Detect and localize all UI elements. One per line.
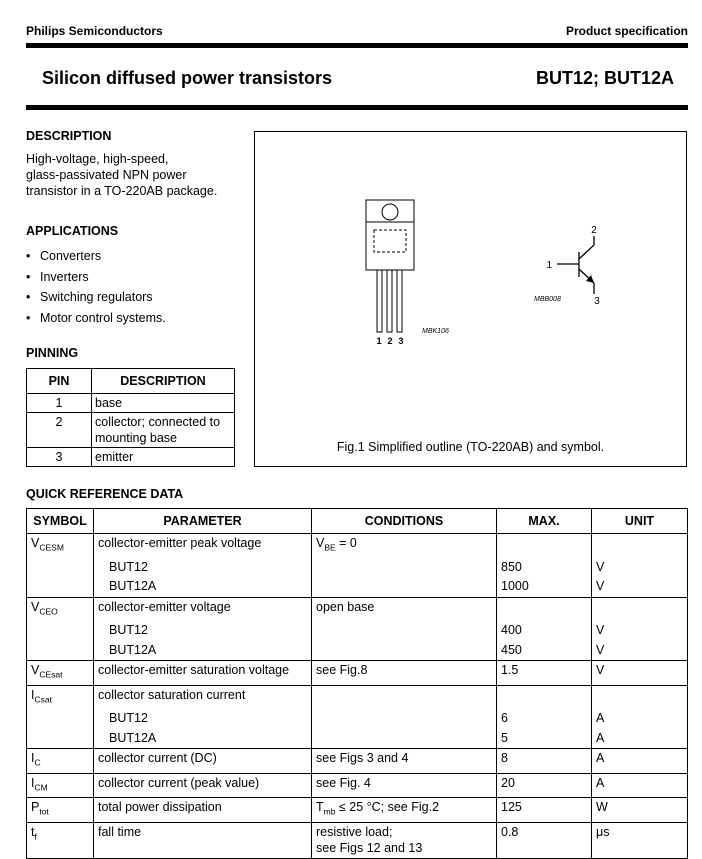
symbol-col-header: SYMBOL [27, 509, 94, 534]
pinning-heading: PINNING [26, 346, 79, 360]
conditions-col-header: CONDITIONS [312, 509, 497, 534]
table-row: 2 collector; connected to mounting base [27, 413, 235, 448]
table-row: $t_f$ fall time resistive load; see Figs 12 and 13 0.8 μs [27, 822, 688, 858]
part-number: BUT12; BUT12A [535, 68, 674, 88]
pin-col-header: PIN [27, 369, 92, 394]
sym-code: MBB008 [534, 296, 561, 303]
sym-pin-emitter: 3 [594, 296, 600, 307]
qrd-table [26, 508, 688, 859]
pkg-code: MBK106 [422, 328, 449, 335]
description-text [26, 151, 236, 199]
sym-pin-base: 1 [546, 260, 552, 271]
company-name: Philips Semiconductors [26, 24, 163, 38]
table-row: 3 emitter [27, 448, 235, 467]
table-row: BUT12 400 V [27, 621, 688, 641]
table-row: $V_{CESM}$ collector-emitter peak voltage $V_{BE} = 0$ [27, 534, 688, 558]
qrd-heading: QUICK REFERENCE DATA [26, 487, 184, 501]
table-row: $V_{CEO}$ collector-emitter voltage open base [27, 597, 688, 621]
top-rule [26, 43, 688, 48]
desc-col-header: DESCRIPTION [92, 369, 235, 394]
table-row: $I_{Csat}$ collector saturation current [27, 685, 688, 709]
transistor-symbol [557, 236, 594, 294]
package-outline [366, 200, 414, 332]
pkg-pin-label: 2 [387, 336, 393, 346]
doc-type: Product specification [565, 24, 688, 38]
parameter-col-header: PARAMETER [94, 509, 312, 534]
list-item: • Switching regulators [26, 290, 153, 304]
page-title: Silicon diffused power transistors [42, 68, 333, 88]
title-rule [26, 105, 688, 110]
table-row: BUT12 850 V [27, 558, 688, 578]
pkg-pin-label: 1 [376, 336, 382, 346]
applications-heading: APPLICATIONS [26, 224, 119, 238]
table-row: BUT12A 450 V [27, 641, 688, 661]
table-row: 1 base [27, 394, 235, 413]
table-header-row [27, 509, 688, 534]
pinning-table [26, 368, 235, 467]
table-row: BUT12A 1000 V [27, 577, 688, 597]
table-row: $V_{CEsat}$ collector-emitter saturation voltage see Fig.8 1.5 V [27, 661, 688, 686]
pkg-pin-label: 3 [398, 336, 404, 346]
table-row: BUT12 6 A [27, 709, 688, 729]
applications-list [26, 246, 166, 328]
table-row: $I_C$ collector current (DC) see Figs 3 and 4 8 A [27, 749, 688, 774]
figure-drawing [255, 132, 686, 432]
description-line: transistor in a TO-220AB package. [26, 184, 218, 198]
list-item: • Inverters [26, 269, 89, 284]
table-row: BUT12A 5 A [27, 729, 688, 749]
table-row: $I_{CM}$ collector current (peak value) see Fig. 4 20 A [27, 773, 688, 798]
list-item: • Converters [26, 249, 102, 263]
table-row: $P_{tot}$ total power dissipation $T_{mb} \le 25$ °C; see Fig.2 125 W [27, 798, 688, 823]
max-col-header: MAX. [497, 509, 592, 534]
figure-caption: Fig.1 Simplified outline (TO-220AB) and symbol. [336, 440, 605, 454]
sym-pin-collector: 2 [591, 225, 597, 236]
figure-box [254, 131, 687, 467]
list-item: • Motor control systems. [26, 310, 166, 325]
description-line: glass-passivated NPN power [26, 168, 187, 182]
description-line: High-voltage, high-speed, [26, 152, 169, 166]
description-heading: DESCRIPTION [26, 129, 112, 143]
unit-col-header: UNIT [592, 509, 688, 534]
